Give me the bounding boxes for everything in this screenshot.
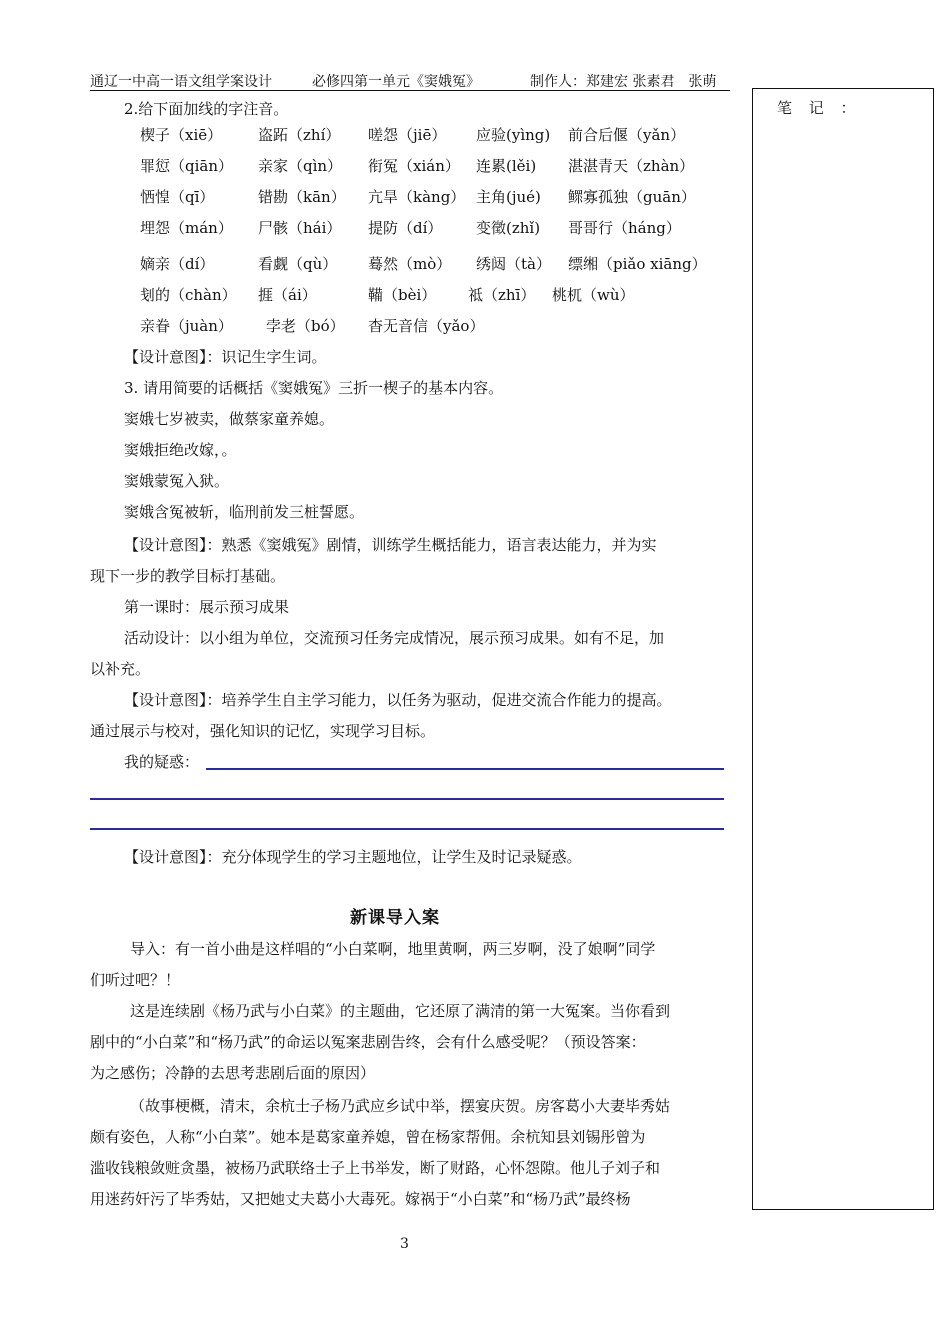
- q3-answer: 窦娥含冤被斩，临刑前发三桩誓愿。: [124, 503, 365, 521]
- header-school: 通辽一中高一语文组学案设计: [90, 74, 272, 90]
- pinyin-item: 桃杌（wù）: [552, 286, 635, 304]
- pinyin-item: 提防（dí）: [368, 219, 443, 237]
- pinyin-item: 前合后偃（yǎn）: [568, 126, 686, 144]
- pinyin-item: 埋怨（mán）: [140, 219, 233, 237]
- doubt-answer-line[interactable]: [90, 798, 724, 800]
- doubt-label: 我的疑惑：: [124, 753, 200, 771]
- pinyin-item: 错勘（kān）: [258, 188, 346, 206]
- pinyin-item: 祗（zhī）: [468, 286, 536, 304]
- pinyin-item: 亢旱（kàng）: [368, 188, 466, 206]
- lesson1-intent: 【设计意图】：培养学生自主学习能力，以任务为驱动，促进交流合作能力的提高。: [124, 691, 672, 709]
- doubt-intent: 【设计意图】：充分体现学生的学习主题地位，让学生及时记录疑惑。: [124, 848, 582, 866]
- pinyin-item: 缥缃（piǎo xiāng）: [568, 255, 707, 273]
- pinyin-item: 衔冤（xián）: [368, 157, 460, 175]
- pinyin-item: 盗跖（zhí）: [258, 126, 341, 144]
- pinyin-item: 嗟怨（jiē）: [368, 126, 447, 144]
- pinyin-item: 绣闼（tà）: [476, 255, 551, 273]
- intro-paragraph-cont: 为之感伤；冷静的去思考悲剧后面的原因）: [90, 1064, 376, 1082]
- pinyin-item: 刬的（chàn）: [140, 286, 237, 304]
- q2-title: 2.给下面加线的字注音。: [124, 100, 289, 118]
- pinyin-item: 亲家（qìn）: [258, 157, 343, 175]
- page-header: [90, 68, 730, 91]
- q3-answer: 窦娥七岁被卖，做蔡家童养媳。: [124, 410, 335, 428]
- pinyin-item: 罪愆（qiān）: [140, 157, 234, 175]
- q3-title: 3. 请用简要的话概括《窦娥冤》三折一楔子的基本内容。: [124, 379, 504, 397]
- pinyin-item: 应验(yìng): [476, 126, 551, 144]
- doubt-answer-line[interactable]: [90, 828, 724, 830]
- pinyin-item: 杳无音信（yǎo）: [368, 317, 485, 335]
- lesson1-title: 第一课时：展示预习成果: [124, 598, 290, 616]
- doubt-answer-line[interactable]: [206, 768, 724, 770]
- pinyin-item: 楔子（xiē）: [140, 126, 223, 144]
- pinyin-item: 鞴（bèi）: [368, 286, 437, 304]
- pinyin-item: 亲眷（juàn）: [140, 317, 233, 335]
- header-authors: 制作人：郑建宏 张素君 张萌: [530, 74, 717, 90]
- intro-paragraph-cont: 剧中的“小白菜”和“杨乃武”的命运以冤案悲剧告终，会有什么感受呢？（预设答案：: [90, 1033, 646, 1051]
- story-paragraph-cont: 颇有姿色，人称“小白菜”。她本是葛家童养媳，曾在杨家帮佣。余杭知县刘锡彤曾为: [90, 1128, 646, 1146]
- lesson1-activity: 活动设计：以小组为单位，交流预习任务完成情况，展示预习成果。如有不足，加: [124, 629, 665, 647]
- pinyin-item: 恓惶（qī）: [140, 188, 215, 206]
- pinyin-item: 变徵(zhǐ): [476, 219, 541, 237]
- story-paragraph: （故事梗概，清末，余杭士子杨乃武应乡试中举，摆宴庆贺。房客葛小大妻毕秀姑: [130, 1097, 671, 1115]
- q2-intent: 【设计意图】：识记生字生词。: [124, 348, 327, 366]
- pinyin-item: 主角(jué): [476, 188, 541, 206]
- intro-paragraph-cont: 们听过吧？！: [90, 971, 181, 989]
- pinyin-item: 看觑（qù）: [258, 255, 338, 273]
- q3-intent: 【设计意图】：熟悉《窦娥冤》剧情，训练学生概括能力，语言表达能力，并为实: [124, 536, 657, 554]
- pinyin-item: 蓦然（mò）: [368, 255, 452, 273]
- story-paragraph-cont: 滥收钱粮敛赃贪墨，被杨乃武联络士子上书举发，断了财路，心怀怨隙。他儿子刘子和: [90, 1159, 661, 1177]
- notes-label: 笔 记 ：: [777, 99, 862, 117]
- intro-paragraph: 这是连续剧《杨乃武与小白菜》的主题曲，它还原了满清的第一大冤案。当你看到: [130, 1002, 671, 1020]
- pinyin-item: 嫡亲（dí）: [140, 255, 215, 273]
- q3-intent-cont: 现下一步的教学目标打基础。: [90, 567, 286, 585]
- lesson1-intent-cont: 通过展示与校对，强化知识的记忆，实现学习目标。: [90, 722, 436, 740]
- notes-column: [752, 88, 934, 1210]
- lesson1-activity-cont: 以补充。: [90, 660, 151, 678]
- section-title: 新课导入案: [350, 908, 440, 928]
- story-paragraph-cont: 用迷药奸污了毕秀姑，又把她丈夫葛小大毒死。嫁祸于“小白菜”和“杨乃武”最终杨: [90, 1190, 631, 1208]
- pinyin-item: 连累(lěi): [476, 157, 537, 175]
- page-number: 3: [400, 1236, 409, 1252]
- pinyin-item: 捱（ái）: [258, 286, 317, 304]
- pinyin-item: 孛老（bó）: [266, 317, 345, 335]
- pinyin-item: 哥哥行（háng）: [568, 219, 681, 237]
- pinyin-item: 尸骸（hái）: [258, 219, 342, 237]
- pinyin-item: 湛湛青天（zhàn）: [568, 157, 695, 175]
- q3-answer: 窦娥拒绝改嫁，。: [124, 441, 237, 459]
- header-unit: 必修四第一单元《窦娥冤》: [312, 74, 480, 90]
- intro-paragraph: 导入：有一首小曲是这样唱的“小白菜啊，地里黄啊，两三岁啊，没了娘啊”同学: [130, 940, 656, 958]
- q3-answer: 窦娥蒙冤入狱。: [124, 472, 230, 490]
- pinyin-item: 鳏寡孤独（guān）: [568, 188, 696, 206]
